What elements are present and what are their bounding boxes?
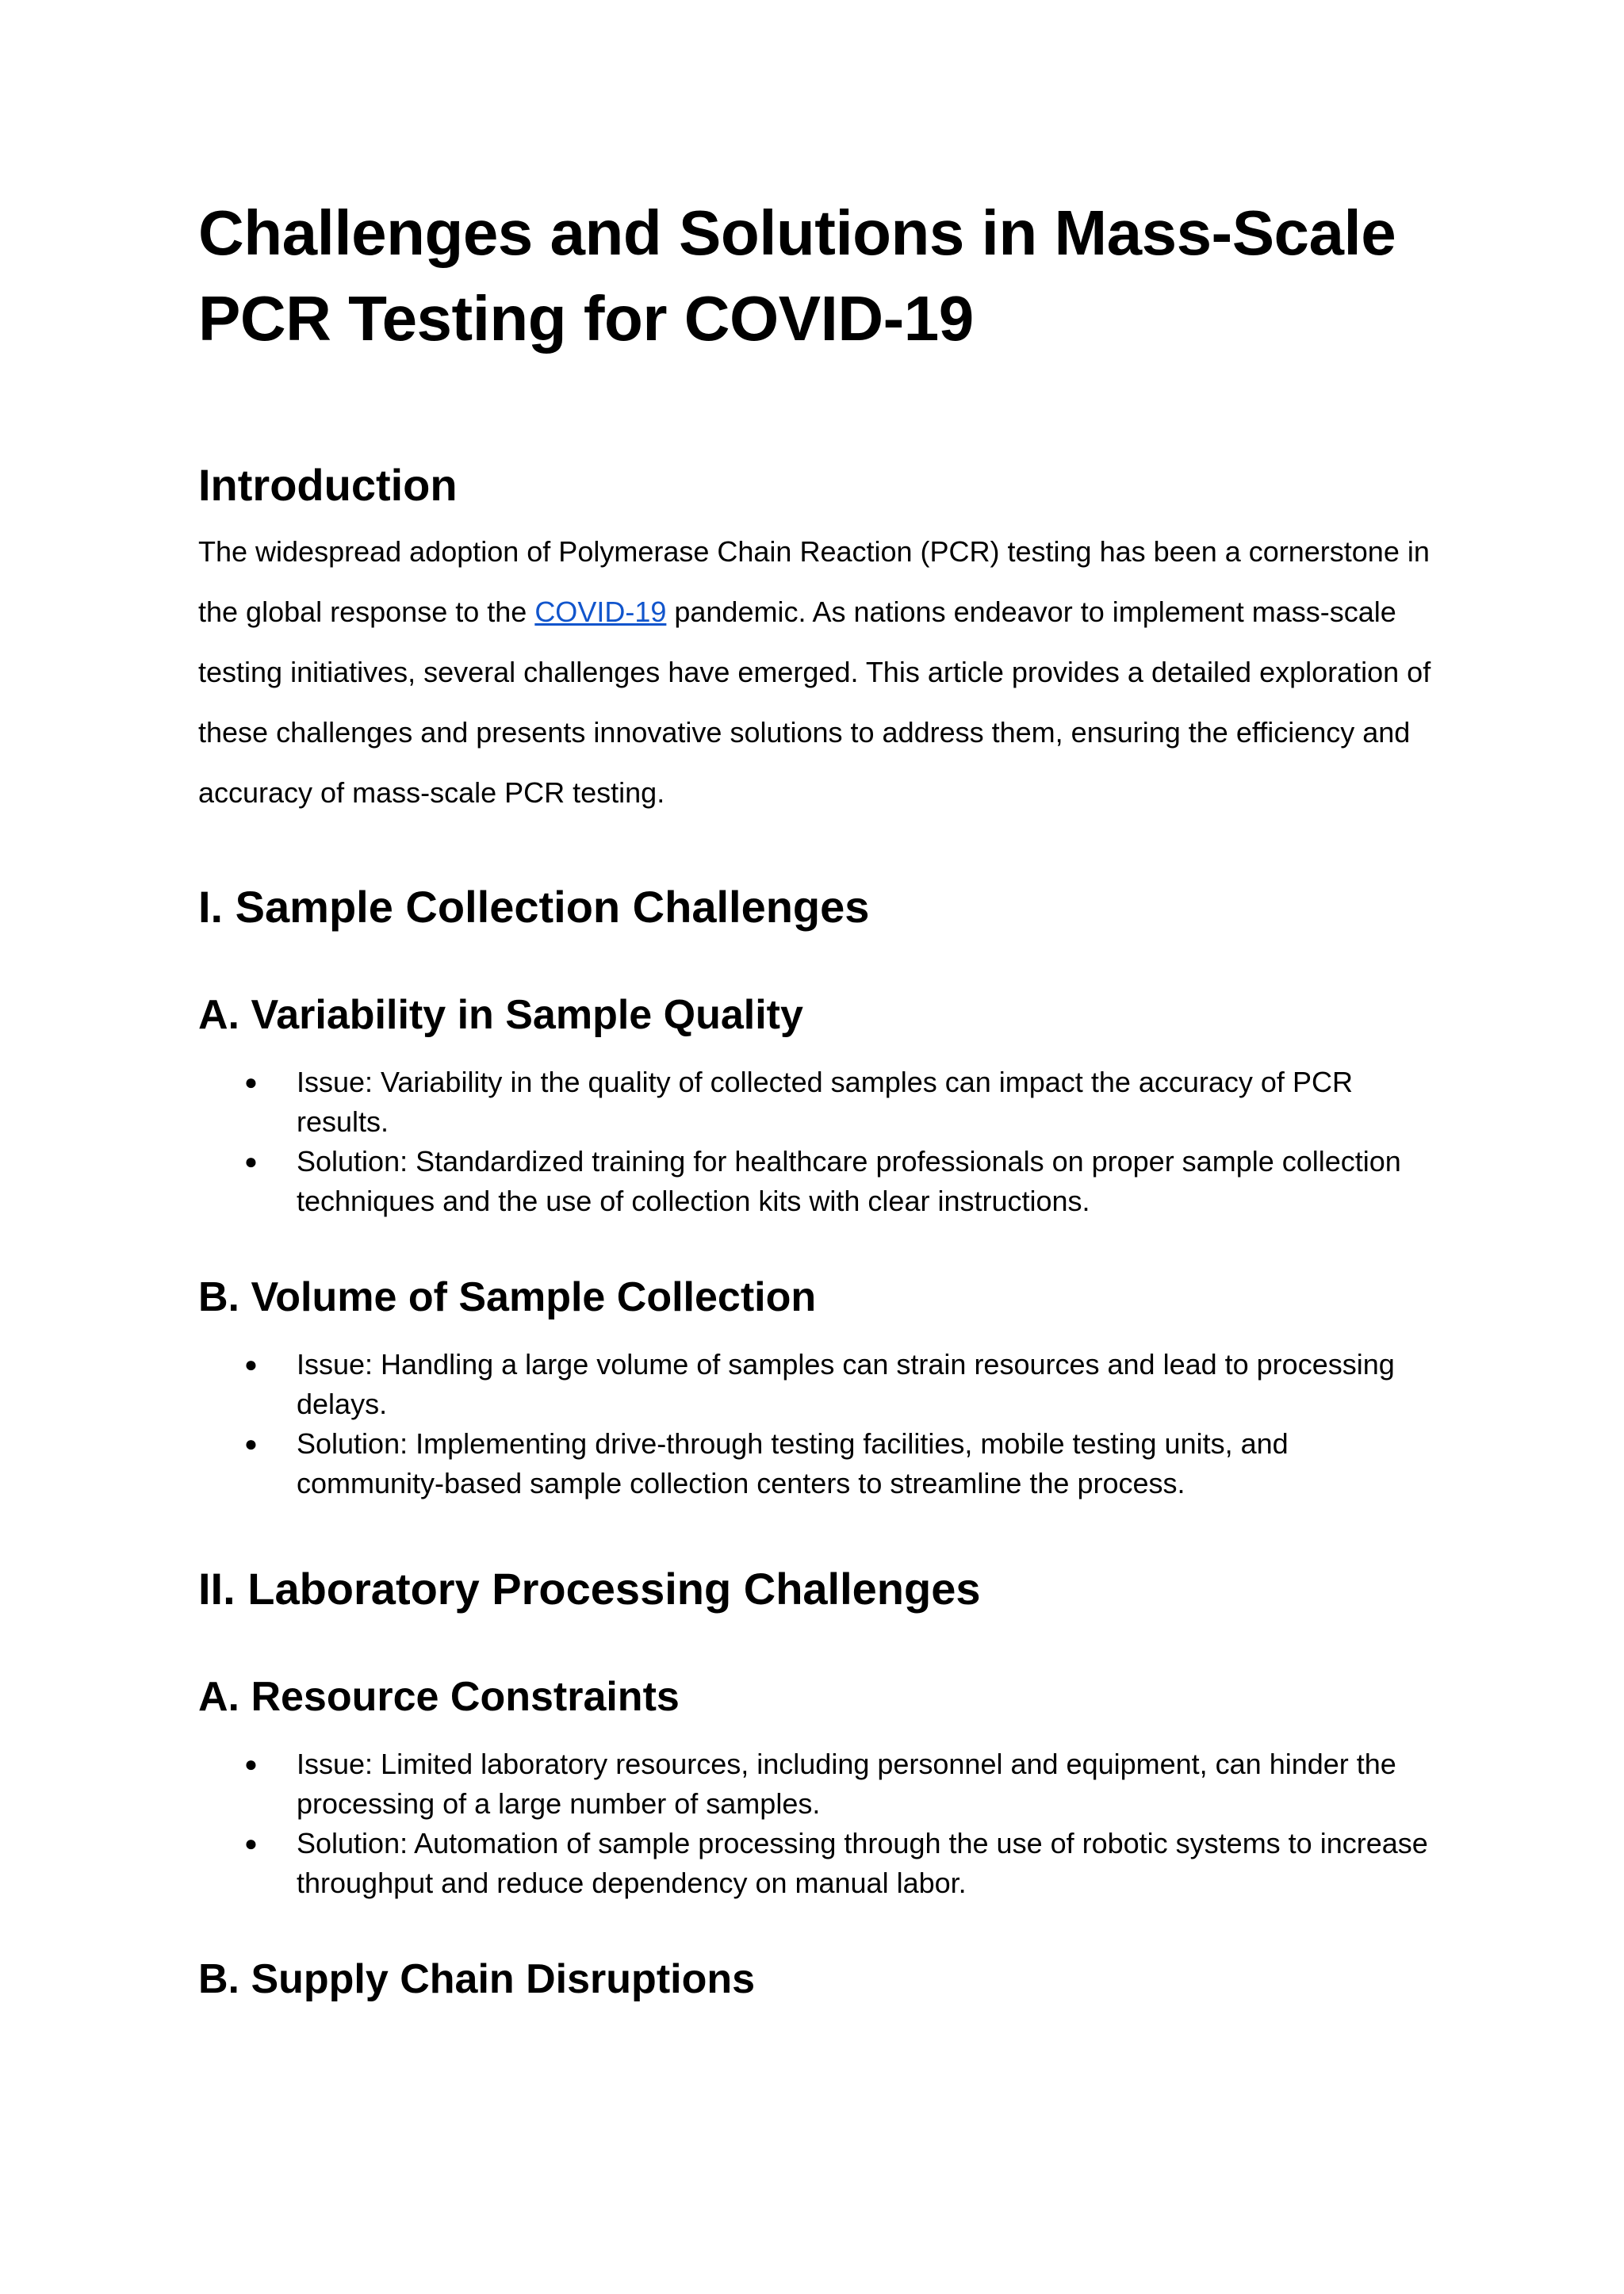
solution-text: Solution: Implementing drive-through testing facilities, mobile testing units, and community-based sample collection centers to streamline the process.: [297, 1427, 1289, 1499]
issue-text: Issue: Handling a large volume of samples can strain resources and lead to processing delays.: [297, 1348, 1395, 1420]
solution-text: Solution: Automation of sample processing through the use of robotic systems to increase throughput and reduce dependency on manual labor.: [297, 1827, 1428, 1899]
section-heading-laboratory-processing: II. Laboratory Processing Challenges: [198, 1564, 981, 1614]
bullet-icon: ●: [244, 1831, 258, 1855]
bullet-icon: ●: [244, 1431, 258, 1456]
issue-text: Issue: Limited laboratory resources, including personnel and equipment, can hinder the processing of a large number of samples.: [297, 1748, 1396, 1820]
list-item-issue: [244, 1345, 1443, 1424]
list-item-solution: [244, 1824, 1443, 1903]
bullet-icon: ●: [244, 1352, 258, 1377]
issue-text: Issue: Variability in the quality of collected samples can impact the accuracy of PCR results.: [297, 1066, 1353, 1138]
introduction-paragraph: [198, 522, 1443, 823]
subsection-heading-sample-quality: A. Variability in Sample Quality: [198, 992, 803, 1038]
solution-text: Solution: Standardized training for healthcare professionals on proper sample collection techniques and the use of collection kits with clear instructions.: [297, 1145, 1401, 1217]
list-item-solution: [244, 1142, 1443, 1221]
bullet-icon: ●: [244, 1752, 258, 1776]
subsection-heading-sample-volume: B. Volume of Sample Collection: [198, 1274, 817, 1320]
list-item-solution: [244, 1424, 1443, 1503]
covid-19-link[interactable]: COVID-19: [534, 596, 667, 628]
document-title: Challenges and Solutions in Mass-Scale PCR Testing for COVID-19: [198, 197, 1396, 354]
subsection-heading-resource-constraints: A. Resource Constraints: [198, 1674, 680, 1720]
bullet-icon: ●: [244, 1149, 258, 1174]
introduction-text-end: pandemic. As nations endeavor to implement mass-scale testing initiatives, several challenges have emerged. This article provides a detailed exploration of these challenges and presents innovative solutions to address them, ensuring the efficiency and accuracy of mass-scale PCR testing.: [198, 596, 1431, 809]
bullet-icon: ●: [244, 1070, 258, 1094]
document-body: [198, 190, 1443, 2006]
list-item-issue: [244, 1744, 1443, 1824]
subsection-heading-supply-chain: B. Supply Chain Disruptions: [198, 1956, 756, 2002]
sample-volume-list: [198, 1345, 1443, 1503]
introduction-text-start: The widespread adoption of Polymerase Chain Reaction (PCR) testing has been a cornerstone in the global response to the: [198, 535, 1430, 628]
section-heading-sample-collection: I. Sample Collection Challenges: [198, 882, 870, 932]
resource-constraints-list: [198, 1744, 1443, 1903]
list-item-issue: [244, 1063, 1443, 1142]
sample-quality-list: [198, 1063, 1443, 1221]
introduction-heading: Introduction: [198, 460, 458, 510]
